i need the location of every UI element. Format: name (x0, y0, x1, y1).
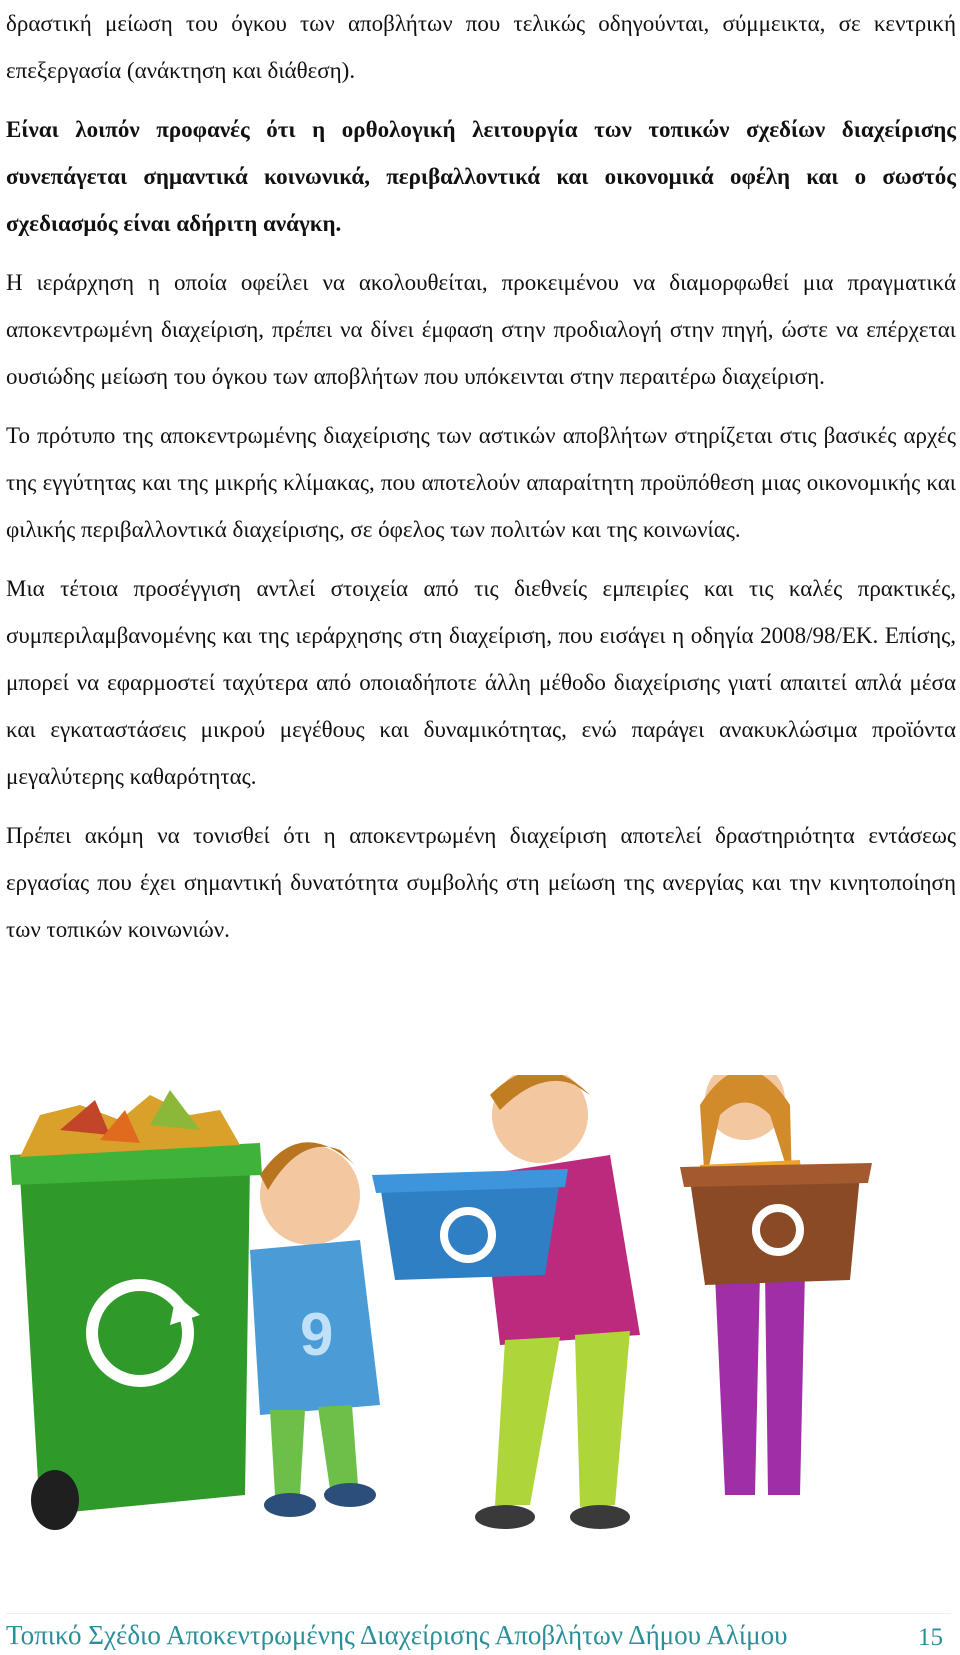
page-number: 15 (918, 1624, 943, 1651)
recycling-family-illustration (0, 1075, 960, 1605)
woman-figure (680, 1075, 872, 1495)
page-footer (6, 1613, 951, 1654)
paragraph-1: δραστική μείωση του όγκου των αποβλήτων που τελικώς οδηγούνται, σύμμεικτα, σε κεντρική επεξεργασία (ανάκτηση και διάθεση). (6, 11, 956, 83)
blue-box (380, 1180, 560, 1280)
footer-document-title: Τοπικό Σχέδιο Αποκεντρωμένης Διαχείρισης Αποβλήτων Δήμου Αλίμου (6, 1620, 788, 1650)
bin-wheel (31, 1470, 79, 1530)
brown-box (690, 1175, 860, 1285)
green-bin (10, 1090, 262, 1530)
document-body (6, 0, 956, 965)
jersey-number: 9 (300, 1301, 334, 1368)
paragraph-5: Μια τέτοια προσέγγιση αντλεί στοιχεία από τις διεθνείς εμπειρίες και τις καλές πρακτικές, συμπεριλαμβανομένης και της ιεράρχησης στη διαχείριση, που εισάγει η οδηγία 2008/98/ΕΚ. Επίσης, μπορεί να εφαρμοστεί ταχύτερα από οποιαδήποτε άλλη μέθοδο διαχείρισης γιατί απαιτεί απλά μέσα και εγκαταστάσεις μικρού μεγέθους και δυναμικότητας, ενώ παράγει ανακυκλώσιμα προϊόντα μεγαλύτερης καθαρότητας. (6, 576, 956, 789)
paragraph-3: Η ιεράρχηση η οποία οφείλει να ακολουθείται, προκειμένου να διαμορφωθεί μια πραγματικά αποκεντρωμένη διαχείριση, πρέπει να δίνει έμφαση στην προδιαλογή στην πηγή, ώστε να επέρχεται ουσιώδης μείωση του όγκου των αποβλήτων που υπόκεινται στην περαιτέρω διαχείριση. (6, 270, 956, 389)
paragraph-6: Πρέπει ακόμη να τονισθεί ότι η αποκεντρωμένη διαχείριση αποτελεί δραστηριότητα εντάσεως εργασίας που έχει σημαντική δυνατότητα συμβολής στη μείωση της ανεργίας και την κινητοποίηση των τοπικών κοινωνιών. (6, 823, 956, 942)
man-figure (372, 1075, 640, 1529)
boy-figure (250, 1142, 380, 1517)
paragraph-4: Το πρότυπο της αποκεντρωμένης διαχείρισης των αστικών αποβλήτων στηρίζεται στις βασικές αρχές της εγγύτητας και της μικρής κλίμακας, που αποτελούν απαραίτητη προϋπόθεση μιας οικονομικής και φιλικής περιβαλλοντικά διαχείρισης, σε όφελος των πολιτών και της κοινωνίας. (6, 423, 956, 542)
paragraph-2-bold: Είναι λοιπόν προφανές ότι η ορθολογική λειτουργία των τοπικών σχεδίων διαχείρισης συνεπάγεται σημαντικά κοινωνικά, περιβαλλοντικά και οικονομικά οφέλη και ο σωστός σχεδιασμός είναι αδήριτη ανάγκη. (6, 117, 956, 236)
